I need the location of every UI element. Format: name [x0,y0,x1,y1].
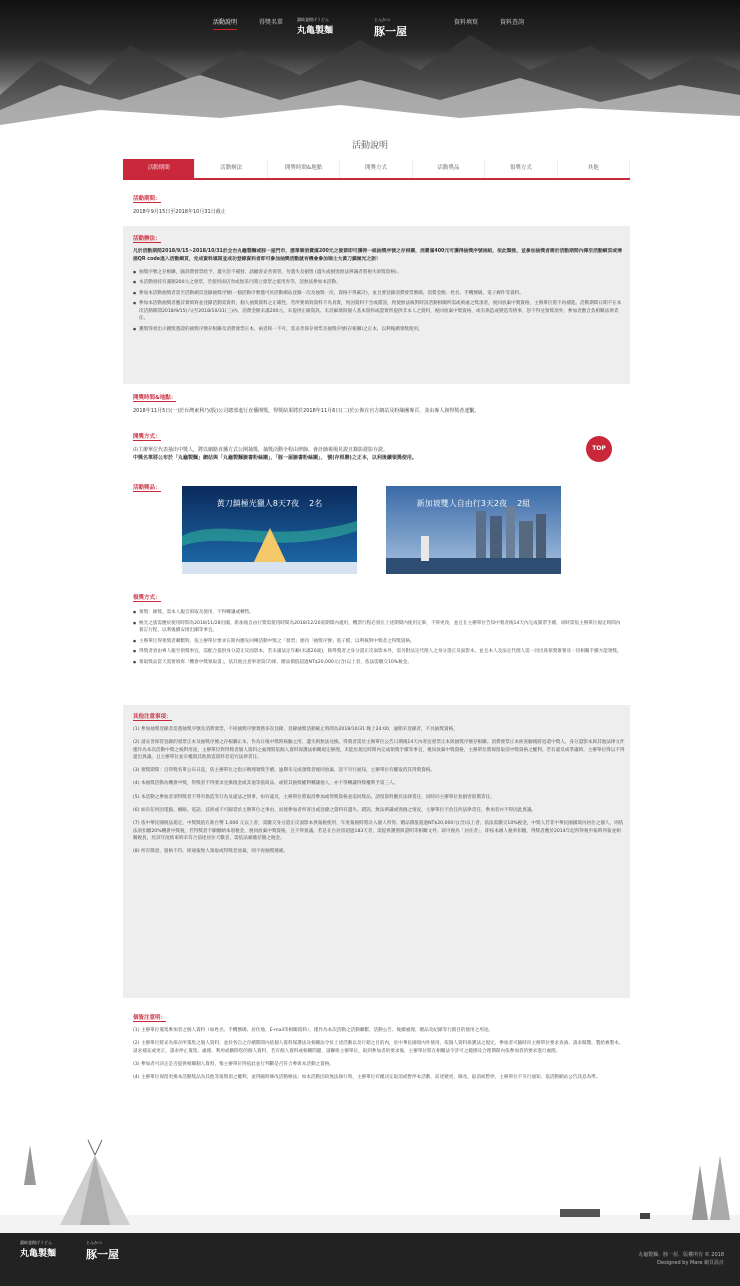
claim-list [133,609,625,666]
notes-section [133,712,625,862]
brand-marugame[interactable] [297,17,333,36]
tab-claim[interactable]: 領獎方式 [485,159,557,178]
list-item: ● 參加本活動抽獎者應詳實填寫並登錄活動需資料，個人抽獎資料之正確性，若所要填寫資料不為真實，致因資料不全或錯誤，致使無法核對時該活動相關所需或被處之獎項者，視同放棄中獎資格，主辦單位將不再補進。活動期間日期不在本次活動期間2018/9/15(六)至2018/10/31(三)內、消費金額未滿200元、未提供正確資訊、未詳細填寫個人基本資料或證實所提供非本人之資料，視同放棄中獎資格，或有偽造或變造等情事，恕不得兌領獎項外，參加者應自負相關法律責任。 [133,300,625,323]
prize-card-singapore[interactable] [386,486,561,574]
list-item: ● 獲獎得須出示獲獎憑證的抽獎序號存根聯及消費發票正本，兩者缺一不可，需妥善保存發票及抽獎序號(存根聯)之正本，以利後續領獎使用。 [133,326,625,334]
list-item: ● 抽獎序號之存根聯，隨消費發票給予，遺失恕不補發，請顧客妥善保管，勿遺失及損毀 (遺失或損毀無法辨識者將視失領獎資格)。 [133,269,625,277]
method-section [133,234,625,336]
draw-time-label: 開獎時間&地點： [133,395,177,401]
footer-brand-marugame[interactable] [20,1240,56,1259]
notes-para: (1) 參加抽獎登錄者需憑抽獎序號及消費發票，不同抽獎序號實務多次登錄，登錄抽獎活動截止時間為2018/10/31 晚上24:00，逾期未登錄者，不具抽獎資格。 [133,727,458,732]
list-item: ● 本活動須持有滿額200元之發票，若使用兩店券或無采行開立發票之抵用券等，恕無法參加本活動。 [133,279,625,287]
privacy-para: (1) 主辦單位蒐集參加者之個人資料（如姓名、手機號碼、居住地、E-mail等相關資料），僅作為本次活動之活動聯繫、活動公告、後續處理、贈品及紀錄等行銷目的使用之用途。 [133,1028,494,1033]
prize-aurora-name: 黃刀鎮極光獵人8天7夜 [216,499,299,508]
draw-time-text: 2018年11月5日(一)於台灣東利乃(股)公司總部進行直播開獎，得獎結果將於2018年11月6日(二)於公佈在官方網站及粉絲團專頁，並由專人與得獎者連繫。 [133,408,480,414]
notes-para: (2) 請妥善保管登錄的發票正本及抽獎序號之存根聯正本，作為日後中獎時核驗之用，遺失則無法兌換。得獎者需於主辦單位公告日期後14天內寄送發票正本與抽獎序號存根聯。消費發票正本經查驗後將退還中獎人，身分證影本與其他法律文件僅作為本次活動中獎之核對用途，主辦單位對得獎者個人資料之處理將依個人資料保護法相關規定辦理，未能於規定時間內完成領獎手續等事宜，視同放棄中獎資格，主辦單位將保留取消中獎資格之權利，若有違反或爭議時，主辦單位得以不得提出異議，且主辦單位並有權就其他偽造資料者追究法律責任。 [133,740,625,760]
claim-label: 領獎方式： [133,595,161,601]
list-item: ● 極光之旅需應於使用時間為2018/11/28出團，新加坡自由行獎需使用時間為2018/12/20前期間內適用，機票行程必須在上述期間內使用完畢，不得更改，並且在主辦單位告知中獎者後14天內完成開票手續，同時需依主辦單位規定時間內簽訂行程，以利後續安排出團等事宜。 [133,620,625,635]
footer [0,1233,740,1286]
method-list [133,269,625,334]
notes-para: (3) 領獎期間：自得獎名單公布日起，依主辦單位之指示辦理領獎手續，逾期未完成領獎者視同放棄，恕不另行通知，主辦單位有權取消其得獎資格。 [133,768,435,774]
method-intro: 凡於活動期間2018/9/15~2018/10/31於全台丸龜製麵或豚一屋門市，憑單筆消費滿200元之發票即可獲得一組抽獎序號之存根聯，消費滿400元可獲得抽獎序號兩組，依此類推，並參加抽獎者需於活動期間內擇至活動網頁或掃描QR code進入活動網頁，完成資料填寫並成功登錄資料者即可參加抽獎活動就有機會參加瑞士大黃刀鎮極光之旅！ [133,249,622,262]
footer-brand-marugame-tagline: 讃岐釜揚げうどん [20,1240,52,1245]
page-title: 活動說明 [351,141,388,151]
prize-singapore-count: 2組 [517,499,531,508]
footer-copyright [638,1251,724,1267]
draw-method-section [133,432,625,462]
list-item: ● 參加本活動抽獎者需至活動網頁登錄抽獎序號(一個活動序號僅可於活動網站登錄一次及抽獎一次，資格不得累計)，並且要登錄消費發票號碼、消費金額、姓名、手機號碼、電子郵件等資料。 [133,290,625,298]
brand-butaichiya[interactable] [374,17,407,39]
nav-item-query[interactable]: 資料查詢 [500,19,525,26]
brand-marugame-name: 丸亀製麺 [297,26,334,36]
period-text: 2018年9月15日至2018年10月31日截止 [133,209,226,215]
period-label: 活動期間： [133,196,161,202]
winter-scene-illustration [0,1125,740,1233]
prize-card-aurora[interactable] [182,486,357,574]
period-section [133,194,625,216]
notes-para: (7) 依中華民國稅法規定，中獎獎值在新台幣 1,000 元以上者，需繳交身分證正反面影本供報稅使用，年度報稅時將計入個人所得。贈品價值超過NT$20,000元(含)以上者，依法需繳交10%稅金，中獎人若非中華民國國境內居住之個人，則依法須扣繳20%機會中獎稅，若得獎者不願繳納本項稅金，視同放棄中獎資格，且不得異議。若是在台居留超過183天者，需提供護照與證明等相關文件，即可視為「居住者」，即按本國人稅率扣繳，得獎者應於2014年起所得稅申報時列報並相關稅負，於該年度結束時未符合前述居住天數者，需依法補繳差額之稅金。 [133,821,624,841]
notes-para: (5) 本活動之參加者須得獎者不得有偽造等行為及違法之情事，如有違反，主辦單位將取消參加或得獎資格並追回獎品，請留資料應於法律責任，同時向主辦單位負損害賠償責任。 [133,794,495,800]
brand-marugame-tagline: 讃岐釜揚げうどん [297,17,329,22]
prize-singapore-name: 新加坡雙人自由行3天2夜 [416,499,507,508]
copyright-text: 丸龜製麵．豚一屋．版權所有 © 2018 [638,1252,724,1258]
list-item: ● 得獎者須由專人親至領獎事宜，需配合提供身分證正反面影本，若未滿法定年齡(未滿20歲)，除得獎者之身分證正反面影本外，需另附法定代理人之身分證正反面影本，並且本人及法定代理人需一同出席領獎簽署及一切相關手續方能領獎。 [133,648,625,656]
section-tabs [123,159,630,180]
notes-label: 其他注意事項： [133,714,172,720]
prize-aurora-caption [182,498,357,509]
privacy-section [133,1013,625,1087]
notes-para: (6) 如有任何因電腦、網路、電話、技術或不可歸責於主辦單位之事由，而使參加者所寄出或登錄之資料有遺失、錯誤、無法辨識或毀損之情況，主辦單位不負任何法律責任，參加者亦不得因此異議。 [133,808,537,814]
nav-item-form[interactable]: 資料填寫 [454,19,479,26]
tab-method[interactable]: 活動辦法 [195,159,267,178]
privacy-para: (3) 參加者可決定是否提供相關個人資料，惟主辦單位得依此並行判斷是否符合參與本活動之資格。 [133,1061,334,1067]
list-item: ● 主辦單位得領獎者聯繫時，依主辦單位要求在期內應先回傳活動中獎之「發票」連同「抽獎序號」電子檔，以利核對中獎者之得獎資格。 [133,638,625,646]
list-item: ● 領取獎品當天需要填寫「機會中獎領取書」，依其他注意事項第(7)條，贈品價值超過NT$20,000元(含)以上者，依法需繳交10%稅金。 [133,659,625,667]
privacy-para: (2) 主辦單位將妥為保存所蒐集之個人資料，並於各自之存續期間內依個人資料保護法及相關法令於上述活動以及行銷之目的內，於中華民國境內外使用。依個人資料保護法之規定，參加者可隨時向主辦單位要求查詢、請求閱覽、製給複製本、請求補充或更正、請求停止蒐集、處理、利用或刪除您的個人資料，若有個人資料或相關問題，請聯絡主辦單位，取到參加者的要求後，主辦單位將在相關法令許可之範圍及合理期間內依參加者的要求進行處理。 [133,1041,624,1054]
top-nav [0,17,740,37]
tab-prizes[interactable]: 活動獎品 [413,159,485,178]
tab-other[interactable]: 其他 [558,159,630,178]
tab-draw-method[interactable]: 開獎方式 [340,159,412,178]
brand-butaichiya-name: 豚一屋 [374,25,407,38]
draw-method-announce: 中獎名單將公布於「丸龜製麵」網站與「丸龜製麵臉書粉絲團」、「豚一屋臉書粉絲團」、 號(存根聯)之正本，以利後續領獎使用。 [133,455,417,461]
list-item: ● 領獎：匯獎、需本人親自領取及使用，不得轉讓或轉售。 [133,609,625,617]
tab-period[interactable]: 活動期間 [123,159,195,178]
method-label: 活動辦法： [133,236,161,242]
nav-item-about[interactable]: 活動說明 [213,17,237,30]
notes-para: (8) 所有獎項，資格不符，經通報無人領取或得獎者放棄，則不再抽獎遞補。 [133,849,288,855]
designer-credit[interactable]: Designed by Mare 網頁設計 [657,1260,724,1266]
claim-section [133,593,625,669]
hero-banner [0,0,740,135]
privacy-para: (4) 主辦單位保留更換本活動獎品為其他等值獎項之權利，並得隨時修改活動辦法；如本活動因故無法執行時，主辦單位有權決定取消或暫停本活動，前述變更、修改、取消或暫停，主辦單位不另行通知，依活動網站公告訊息為準。 [133,1075,601,1081]
draw-method-text: 由主辦單位代表抽出中獎人，將以網路直播方式公開抽獎，抽獎活動全程由律師、會計師視場見證且錄影證影存證。 [133,447,389,453]
prize-singapore-caption [386,498,561,509]
nav-item-winners[interactable]: 得獎名單 [259,19,284,26]
prize-aurora-count: 2名 [309,499,323,508]
tab-draw-time[interactable]: 開獎時間&地點 [268,159,340,178]
draw-time-section [133,393,625,415]
footer-brand-butaichiya-name: 豚一屋 [86,1248,119,1261]
footer-brand-butaichiya-tagline: とんかつ [86,1240,102,1245]
prizes-label: 活動獎品： [133,485,161,491]
draw-method-label: 開獎方式： [133,434,161,440]
back-to-top-button[interactable]: TOP [586,436,612,462]
footer-brand-marugame-name: 丸亀製麺 [20,1249,57,1259]
privacy-label: 個資注意明： [133,1015,167,1021]
footer-brand-butaichiya[interactable] [86,1240,119,1262]
notes-para: (4) 本抽獎活動為機會中獎，得獎者不得要求兌換現金或其他等值商品，或將其抽獎權利轉讓他人，亦不得轉讓得獎權利予第三人。 [133,781,399,787]
brand-butaichiya-tagline: とんかつ [374,17,390,22]
